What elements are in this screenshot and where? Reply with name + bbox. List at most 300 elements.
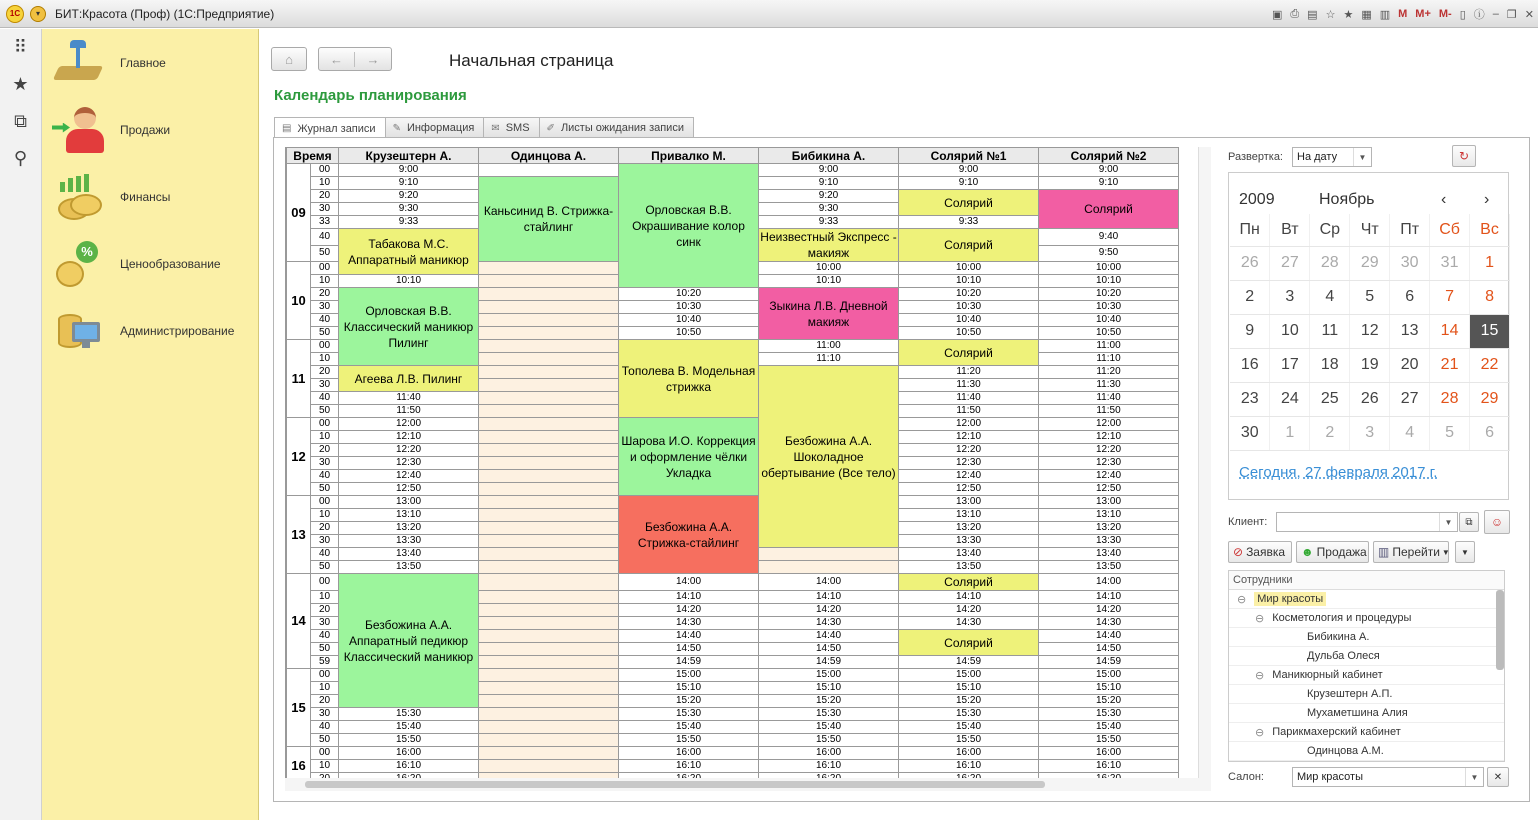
calendar-day[interactable]: 5 (1430, 416, 1470, 450)
free-slot-cell[interactable]: 12:30 (899, 457, 1039, 470)
free-slot-cell[interactable]: 16:00 (759, 747, 899, 760)
calendar-day[interactable]: 14 (1430, 314, 1470, 348)
section-admin[interactable] (42, 297, 258, 364)
client-open-button[interactable] (1459, 512, 1479, 532)
free-slot-cell[interactable]: 12:20 (339, 444, 479, 457)
home-button[interactable] (271, 47, 307, 71)
panels-icon[interactable]: ▯ (1459, 8, 1466, 21)
free-slot-cell[interactable]: 16:10 (899, 760, 1039, 773)
free-slot-cell[interactable]: 12:40 (1039, 470, 1179, 483)
free-slot-cell[interactable]: 16:10 (339, 760, 479, 773)
free-slot-cell[interactable]: 10:10 (899, 275, 1039, 288)
free-slot-cell[interactable]: 9:33 (899, 216, 1039, 229)
calendar-day[interactable]: 1 (1270, 416, 1310, 450)
request-button[interactable] (1228, 541, 1292, 563)
free-slot-cell[interactable]: 9:40 (1039, 229, 1179, 246)
appointment-cell[interactable]: Каньсинид В. Стрижка-стайлинг (479, 177, 619, 262)
appointment-cell[interactable]: Солярий (899, 229, 1039, 262)
tab-information[interactable] (385, 117, 485, 138)
slot-cell[interactable] (479, 643, 619, 656)
free-slot-cell[interactable]: 10:30 (619, 301, 759, 314)
minimize-icon[interactable]: ‒ (1492, 8, 1499, 20)
free-slot-cell[interactable]: 15:00 (1039, 669, 1179, 682)
free-slot-cell[interactable]: 14:50 (759, 643, 899, 656)
calendar-day[interactable]: 17 (1270, 348, 1310, 382)
free-slot-cell[interactable]: 12:50 (339, 483, 479, 496)
calendar-day[interactable]: 3 (1270, 280, 1310, 314)
vertical-scrollbar[interactable] (1198, 147, 1211, 778)
free-slot-cell[interactable]: 14:30 (899, 617, 1039, 630)
more-button[interactable] (1455, 541, 1475, 563)
free-slot-cell[interactable]: 14:59 (759, 656, 899, 669)
free-slot-cell[interactable]: 13:50 (339, 561, 479, 574)
free-slot-cell[interactable]: 11:50 (899, 405, 1039, 418)
free-slot-cell[interactable]: 10:00 (899, 262, 1039, 275)
free-slot-cell[interactable]: 15:20 (1039, 695, 1179, 708)
appointment-cell[interactable]: Табакова М.С. Аппаратный маникюр (339, 229, 479, 275)
slot-cell[interactable] (479, 379, 619, 392)
free-slot-cell[interactable]: 11:20 (1039, 366, 1179, 379)
search-icon[interactable]: ⚲ (13, 148, 28, 168)
calendar-day[interactable]: 19 (1350, 348, 1390, 382)
slot-cell[interactable] (479, 366, 619, 379)
free-slot-cell[interactable]: 12:00 (1039, 418, 1179, 431)
slot-cell[interactable] (479, 418, 619, 431)
appointment-cell[interactable]: Солярий (1039, 190, 1179, 229)
favorites-star-icon[interactable]: ★ (12, 74, 29, 94)
free-slot-cell[interactable]: 14:59 (619, 656, 759, 669)
tree-group-row[interactable] (1229, 666, 1504, 685)
free-slot-cell[interactable]: 12:50 (899, 483, 1039, 496)
appointment-cell[interactable]: Безбожина А.А. Шоколадное обертывание (Все тело) (759, 366, 899, 548)
free-slot-cell[interactable]: 10:40 (1039, 314, 1179, 327)
slot-cell[interactable] (479, 405, 619, 418)
free-slot-cell[interactable]: 15:40 (899, 721, 1039, 734)
calendar-day[interactable]: 12 (1350, 314, 1390, 348)
free-slot-cell[interactable]: 10:30 (1039, 301, 1179, 314)
refresh-button[interactable] (1452, 145, 1476, 167)
slot-cell[interactable] (479, 669, 619, 682)
free-slot-cell[interactable]: 15:50 (899, 734, 1039, 747)
tree-group-row[interactable] (1229, 609, 1504, 628)
free-slot-cell[interactable]: 11:30 (1039, 379, 1179, 392)
free-slot-cell[interactable]: 15:30 (619, 708, 759, 721)
free-slot-cell[interactable]: 10:10 (339, 275, 479, 288)
tab-sms[interactable] (483, 117, 539, 138)
free-slot-cell[interactable]: 11:10 (1039, 353, 1179, 366)
free-slot-cell[interactable]: 16:00 (1039, 747, 1179, 760)
slot-cell[interactable] (479, 695, 619, 708)
free-slot-cell[interactable]: 15:50 (619, 734, 759, 747)
tree-group-row[interactable] (1229, 590, 1504, 609)
free-slot-cell[interactable]: 9:00 (899, 164, 1039, 177)
calendar-day[interactable]: 31 (1430, 246, 1470, 280)
free-slot-cell[interactable]: 10:40 (619, 314, 759, 327)
free-slot-cell[interactable]: 14:59 (1039, 656, 1179, 669)
slot-cell[interactable] (479, 604, 619, 617)
free-slot-cell[interactable]: 15:40 (619, 721, 759, 734)
section-main[interactable] (42, 29, 258, 96)
free-slot-cell[interactable]: 15:50 (339, 734, 479, 747)
free-slot-cell[interactable]: 13:40 (899, 548, 1039, 561)
free-slot-cell[interactable]: 15:50 (759, 734, 899, 747)
calendar-month[interactable]: Ноябрь (1319, 191, 1375, 208)
slot-cell[interactable] (479, 721, 619, 734)
free-slot-cell[interactable]: 14:10 (1039, 591, 1179, 604)
free-slot-cell[interactable]: 15:10 (759, 682, 899, 695)
calendar-day[interactable]: 29 (1470, 382, 1510, 416)
slot-cell[interactable] (479, 275, 619, 288)
section-sales[interactable] (42, 96, 258, 163)
free-slot-cell[interactable]: 16:00 (899, 747, 1039, 760)
calendar-day[interactable]: 3 (1350, 416, 1390, 450)
free-slot-cell[interactable]: 15:50 (1039, 734, 1179, 747)
calendar-day[interactable]: 7 (1430, 280, 1470, 314)
sale-button[interactable] (1296, 541, 1369, 563)
free-slot-cell[interactable]: 16:00 (619, 747, 759, 760)
dropdown-arrow-icon[interactable]: ▼ (1353, 148, 1371, 166)
free-slot-cell[interactable]: 16:00 (339, 747, 479, 760)
calendar-day[interactable]: 24 (1270, 382, 1310, 416)
free-slot-cell[interactable]: 11:00 (759, 340, 899, 353)
dropdown-arrow-icon[interactable]: ▼ (1465, 768, 1483, 786)
restore-icon[interactable]: ❐ (1506, 8, 1517, 21)
free-slot-cell[interactable]: 13:20 (1039, 522, 1179, 535)
main-menu-icon[interactable]: ▾ (30, 6, 46, 22)
free-slot-cell[interactable]: 10:20 (1039, 288, 1179, 301)
appointment-cell[interactable]: Солярий (899, 574, 1039, 591)
free-slot-cell[interactable]: 13:30 (1039, 535, 1179, 548)
scroll-thumb[interactable] (305, 781, 1045, 788)
free-slot-cell[interactable]: 13:40 (1039, 548, 1179, 561)
appointment-cell[interactable]: Неизвестный Экспресс - макияж (760, 230, 897, 260)
free-slot-cell[interactable]: 13:20 (899, 522, 1039, 535)
slot-cell[interactable] (479, 327, 619, 340)
free-slot-cell[interactable]: 15:10 (899, 682, 1039, 695)
calendar-day[interactable]: 4 (1310, 280, 1350, 314)
slot-cell[interactable] (479, 535, 619, 548)
free-slot-cell[interactable]: 9:10 (1039, 177, 1179, 190)
section-finance[interactable] (42, 163, 258, 230)
free-slot-cell[interactable]: 14:20 (899, 604, 1039, 617)
calendar-day[interactable]: 26 (1350, 382, 1390, 416)
memory-button[interactable]: M (1398, 8, 1408, 20)
free-slot-cell[interactable]: 9:20 (759, 190, 899, 203)
free-slot-cell[interactable]: 12:30 (1039, 457, 1179, 470)
slot-cell[interactable] (479, 509, 619, 522)
appointment-cell[interactable]: Агеева Л.В. Пилинг (339, 366, 479, 392)
free-slot-cell[interactable]: 12:30 (339, 457, 479, 470)
free-slot-cell[interactable]: 9:20 (339, 190, 479, 203)
salon-select[interactable] (1292, 767, 1484, 787)
memory-plus-button[interactable]: M+ (1415, 8, 1431, 20)
calendar-day[interactable]: 8 (1470, 280, 1510, 314)
client-input[interactable] (1276, 512, 1458, 532)
free-slot-cell[interactable]: 10:30 (899, 301, 1039, 314)
slot-cell[interactable] (479, 708, 619, 721)
free-slot-cell[interactable]: 14:30 (1039, 617, 1179, 630)
tree-item-row[interactable] (1229, 628, 1504, 647)
free-slot-cell[interactable]: 13:10 (899, 509, 1039, 522)
free-slot-cell[interactable]: 15:30 (339, 708, 479, 721)
slot-cell[interactable] (479, 340, 619, 353)
free-slot-cell[interactable]: 11:40 (339, 392, 479, 405)
free-slot-cell[interactable]: 14:40 (1039, 630, 1179, 643)
slot-cell[interactable] (479, 617, 619, 630)
client-card-button[interactable] (1484, 510, 1510, 534)
free-slot-cell[interactable]: 15:30 (899, 708, 1039, 721)
salon-clear-button[interactable] (1487, 767, 1509, 787)
free-slot-cell[interactable]: 12:20 (899, 444, 1039, 457)
save-icon[interactable]: ▣ (1271, 8, 1283, 21)
slot-cell[interactable] (479, 522, 619, 535)
tree-item-row[interactable] (1229, 704, 1504, 723)
free-slot-cell[interactable]: 15:10 (1039, 682, 1179, 695)
slot-cell[interactable] (479, 630, 619, 643)
free-slot-cell[interactable]: 14:00 (1039, 574, 1179, 591)
free-slot-cell[interactable]: 11:10 (759, 353, 899, 366)
collapse-icon[interactable]: ⊖ (1255, 669, 1265, 682)
calendar-day[interactable]: 11 (1310, 314, 1350, 348)
free-slot-cell[interactable]: 10:10 (759, 275, 899, 288)
calendar-day[interactable]: 18 (1310, 348, 1350, 382)
calendar-next-icon[interactable]: › (1484, 191, 1490, 208)
free-slot-cell[interactable]: 15:20 (899, 695, 1039, 708)
tree-item-row[interactable] (1229, 685, 1504, 704)
free-slot-cell[interactable]: 15:10 (619, 682, 759, 695)
calendar-day[interactable]: 6 (1390, 280, 1430, 314)
free-slot-cell[interactable]: 12:10 (339, 431, 479, 444)
slot-cell[interactable] (479, 301, 619, 314)
calculator-icon[interactable]: ▥ (1379, 8, 1391, 21)
free-slot-cell[interactable]: 13:30 (899, 535, 1039, 548)
free-slot-cell[interactable]: 10:20 (899, 288, 1039, 301)
calendar-day[interactable]: 28 (1310, 246, 1350, 280)
free-slot-cell[interactable]: 13:50 (1039, 561, 1179, 574)
free-slot-cell[interactable]: 9:10 (339, 177, 479, 190)
free-slot-cell[interactable]: 14:00 (619, 574, 759, 591)
free-slot-cell[interactable]: 16:10 (619, 760, 759, 773)
slot-cell[interactable] (479, 682, 619, 695)
slot-cell[interactable] (479, 353, 619, 366)
free-slot-cell[interactable]: 9:50 (1039, 245, 1179, 262)
free-slot-cell[interactable]: 15:00 (619, 669, 759, 682)
free-slot-cell[interactable]: 14:30 (619, 617, 759, 630)
print-icon[interactable]: ⎙ (1290, 7, 1300, 20)
collapse-icon[interactable]: ⊖ (1237, 593, 1247, 606)
appointment-cell[interactable]: Орловская В.В. Окрашивание колор синк (619, 164, 759, 288)
free-slot-cell[interactable]: 10:00 (759, 262, 899, 275)
calendar-day[interactable]: 2 (1230, 280, 1270, 314)
free-slot-cell[interactable]: 10:50 (1039, 327, 1179, 340)
tree-scrollbar-thumb[interactable] (1496, 590, 1504, 670)
forward-arrow-icon[interactable]: → (366, 51, 380, 67)
calendar-day[interactable]: 21 (1430, 348, 1470, 382)
appointment-cell[interactable]: Орловская В.В. Классический маникюр Пилинг (339, 288, 479, 366)
slot-cell[interactable] (479, 496, 619, 509)
calendar-day[interactable]: 28 (1430, 382, 1470, 416)
free-slot-cell[interactable]: 9:33 (759, 216, 899, 229)
free-slot-cell[interactable]: 13:30 (339, 535, 479, 548)
free-slot-cell[interactable]: 15:40 (339, 721, 479, 734)
free-slot-cell[interactable]: 10:50 (899, 327, 1039, 340)
preview-icon[interactable]: ▤ (1307, 8, 1318, 21)
slot-cell[interactable] (479, 561, 619, 574)
free-slot-cell[interactable]: 12:50 (1039, 483, 1179, 496)
free-slot-cell[interactable]: 10:10 (1039, 275, 1179, 288)
slot-cell[interactable] (479, 747, 619, 760)
slot-cell[interactable] (479, 574, 619, 591)
free-slot-cell[interactable]: 9:10 (899, 177, 1039, 190)
back-arrow-icon[interactable]: ← (319, 52, 355, 67)
free-slot-cell[interactable]: 15:20 (619, 695, 759, 708)
appointment-cell[interactable]: Шарова И.О. Коррекция и оформление чёлки Укладка (619, 418, 759, 496)
free-slot-cell[interactable]: 10:50 (619, 327, 759, 340)
slot-cell[interactable] (479, 656, 619, 669)
free-slot-cell[interactable]: 13:00 (1039, 496, 1179, 509)
calendar-icon[interactable]: ▦ (1361, 8, 1372, 21)
free-slot-cell[interactable]: 13:10 (339, 509, 479, 522)
calendar-day[interactable]: 20 (1390, 348, 1430, 382)
slot-cell[interactable] (479, 591, 619, 604)
free-slot-cell[interactable]: 9:30 (339, 203, 479, 216)
free-slot-cell[interactable]: 10:20 (619, 288, 759, 301)
free-slot-cell[interactable]: 11:30 (899, 379, 1039, 392)
free-slot-cell[interactable]: 12:20 (1039, 444, 1179, 457)
free-slot-cell[interactable]: 15:30 (1039, 708, 1179, 721)
horizontal-scrollbar[interactable] (285, 778, 1211, 791)
free-slot-cell[interactable]: 13:00 (339, 496, 479, 509)
appointment-cell[interactable]: Тополева В. Модельная стрижка (619, 340, 759, 418)
info-icon[interactable]: ⓘ (1473, 9, 1485, 21)
calendar-day[interactable]: 30 (1390, 246, 1430, 280)
free-slot-cell[interactable]: 16:10 (759, 760, 899, 773)
free-slot-cell[interactable]: 16:10 (1039, 760, 1179, 773)
free-slot-cell[interactable]: 9:30 (759, 203, 899, 216)
free-slot-cell[interactable]: 14:50 (1039, 643, 1179, 656)
calendar-day[interactable]: 10 (1270, 314, 1310, 348)
free-slot-cell[interactable]: 11:50 (1039, 405, 1179, 418)
free-slot-cell[interactable]: 15:40 (1039, 721, 1179, 734)
appointment-cell[interactable]: Безбожина А.А. Аппаратный педикюр Классический маникюр (339, 574, 479, 708)
calendar-day[interactable]: 25 (1310, 382, 1350, 416)
calendar-day[interactable]: 9 (1230, 314, 1270, 348)
collapse-icon[interactable]: ⊖ (1255, 612, 1265, 625)
slot-cell[interactable] (479, 483, 619, 496)
slot-cell[interactable] (479, 392, 619, 405)
apps-grid-icon[interactable]: ⠿ (13, 37, 28, 57)
calendar-day[interactable]: 4 (1390, 416, 1430, 450)
today-link[interactable]: Сегодня, 27 февраля 2017 г. (1239, 464, 1438, 481)
free-slot-cell[interactable]: 13:40 (339, 548, 479, 561)
free-slot-cell[interactable]: 9:00 (759, 164, 899, 177)
free-slot-cell[interactable]: 11:40 (1039, 392, 1179, 405)
slot-cell[interactable] (479, 734, 619, 747)
free-slot-cell[interactable]: 14:00 (759, 574, 899, 591)
calendar-prev-icon[interactable]: ‹ (1441, 191, 1447, 208)
slot-cell[interactable] (759, 561, 899, 574)
goto-button[interactable] (1373, 541, 1449, 563)
calendar-day[interactable]: 27 (1390, 382, 1430, 416)
app-logo-icon[interactable]: 1С (6, 5, 24, 23)
free-slot-cell[interactable]: 14:40 (619, 630, 759, 643)
free-slot-cell[interactable]: 11:20 (899, 366, 1039, 379)
appointment-cell[interactable]: Солярий (899, 630, 1039, 656)
slot-cell[interactable] (479, 164, 619, 177)
slot-cell[interactable] (759, 548, 899, 561)
slot-cell[interactable] (479, 470, 619, 483)
free-slot-cell[interactable]: 13:20 (339, 522, 479, 535)
free-slot-cell[interactable]: 10:40 (899, 314, 1039, 327)
free-slot-cell[interactable]: 14:40 (759, 630, 899, 643)
free-slot-cell[interactable]: 14:20 (1039, 604, 1179, 617)
free-slot-cell[interactable]: 14:10 (759, 591, 899, 604)
calendar-day[interactable]: 13 (1390, 314, 1430, 348)
slot-cell[interactable] (479, 457, 619, 470)
slot-cell[interactable] (479, 548, 619, 561)
free-slot-cell[interactable]: 14:20 (619, 604, 759, 617)
calendar-day[interactable]: 6 (1470, 416, 1510, 450)
favorite-add-icon[interactable]: ☆ (1325, 8, 1336, 21)
free-slot-cell[interactable]: 11:50 (339, 405, 479, 418)
memory-minus-button[interactable]: M- (1438, 8, 1452, 20)
free-slot-cell[interactable]: 12:40 (339, 470, 479, 483)
free-slot-cell[interactable]: 14:59 (899, 656, 1039, 669)
calendar-day[interactable]: 30 (1230, 416, 1270, 450)
free-slot-cell[interactable]: 15:40 (759, 721, 899, 734)
free-slot-cell[interactable]: 13:10 (1039, 509, 1179, 522)
appointment-cell[interactable]: Зыкина Л.В. Дневной макияж (759, 288, 899, 340)
tree-group-row[interactable] (1229, 723, 1504, 742)
free-slot-cell[interactable]: 9:10 (759, 177, 899, 190)
free-slot-cell[interactable]: 9:00 (1039, 164, 1179, 177)
calendar-year[interactable]: 2009 (1239, 191, 1275, 208)
free-slot-cell[interactable]: 12:00 (339, 418, 479, 431)
free-slot-cell[interactable]: 15:20 (759, 695, 899, 708)
calendar-day[interactable]: 5 (1350, 280, 1390, 314)
free-slot-cell[interactable]: 14:50 (619, 643, 759, 656)
slot-cell[interactable] (479, 444, 619, 457)
free-slot-cell[interactable]: 12:10 (1039, 431, 1179, 444)
slot-cell[interactable] (479, 760, 619, 773)
free-slot-cell[interactable]: 9:33 (339, 216, 479, 229)
appointment-cell[interactable]: Солярий (899, 190, 1039, 216)
tab-waitlist[interactable] (539, 117, 694, 138)
calendar-day[interactable]: 22 (1470, 348, 1510, 382)
slot-cell[interactable] (479, 314, 619, 327)
calendar-day[interactable]: 26 (1230, 246, 1270, 280)
free-slot-cell[interactable]: 14:30 (759, 617, 899, 630)
free-slot-cell[interactable]: 12:40 (899, 470, 1039, 483)
slot-cell[interactable] (479, 431, 619, 444)
free-slot-cell[interactable]: 10:00 (1039, 262, 1179, 275)
favorite-icon[interactable]: ★ (1343, 8, 1354, 21)
free-slot-cell[interactable]: 15:00 (759, 669, 899, 682)
appointment-cell[interactable]: Безбожина А.А. Стрижка-стайлинг (619, 496, 759, 574)
free-slot-cell[interactable]: 11:00 (1039, 340, 1179, 353)
free-slot-cell[interactable]: 14:20 (759, 604, 899, 617)
close-icon[interactable]: ✕ (1524, 8, 1534, 21)
view-select[interactable] (1292, 147, 1372, 167)
history-icon[interactable]: ⧉ (14, 111, 27, 131)
free-slot-cell[interactable]: 12:00 (899, 418, 1039, 431)
free-slot-cell[interactable]: 12:10 (899, 431, 1039, 444)
appointment-cell[interactable]: Солярий (899, 340, 1039, 366)
tree-item-row[interactable] (1229, 742, 1504, 761)
free-slot-cell[interactable]: 14:10 (619, 591, 759, 604)
slot-cell[interactable] (479, 288, 619, 301)
calendar-day[interactable]: 15 (1470, 314, 1510, 348)
